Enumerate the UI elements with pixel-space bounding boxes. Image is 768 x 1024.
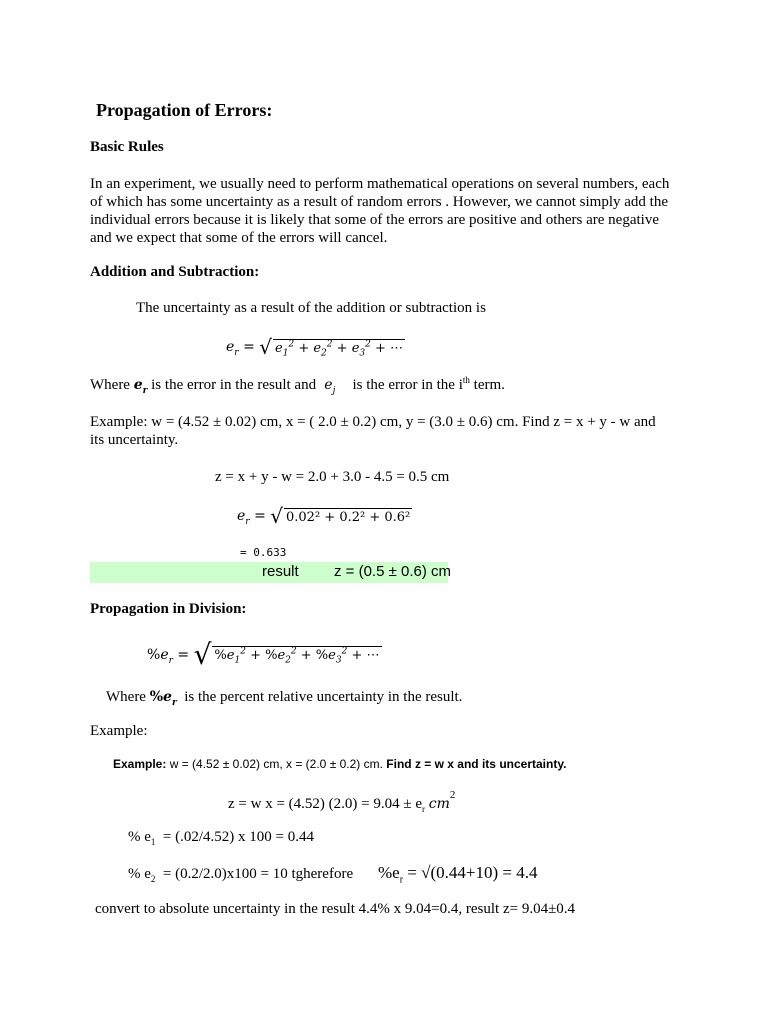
addition-example-line2: its uncertainty.	[90, 432, 179, 448]
division-example-line: Example: w = (4.52 ± 0.02) cm, x = (2.0 ± 0.2) cm. Find z = w x and its uncertainty.	[113, 757, 567, 771]
result-label: result	[262, 563, 299, 580]
addition-heading: Addition and Subtraction:	[90, 264, 260, 280]
division-formula: $\%e_r$ = √ $\%e_1^2 + \%e_2^2 + \%e_3^2$ + ⋯	[147, 638, 380, 671]
addition-where-line: Where $e_r$ is the error in the result and $e_j$ is the error in the $i^{th}$ term.	[90, 375, 505, 396]
addition-calculation: z = x + y - w = 2.0 + 3.0 - 4.5 = 0.5 cm	[215, 469, 450, 485]
result-value: z = (0.5 ± 0.6) cm	[334, 563, 452, 580]
addition-example-line1: Example: w = (4.52 ± 0.02) cm, x = ( 2.0 ± 0.2) cm, y = (3.0 ± 0.6) cm. Find z = x + y - w and	[90, 414, 656, 430]
addition-er-numeric: $e_r$ = √ 0.02² + 0.2² + 0.6²	[237, 504, 411, 528]
division-where-line: Where $\%e_r$ is the percent relative uncertainty in the result.	[106, 689, 463, 708]
page-title: Propagation of Errors:	[96, 100, 273, 120]
basic-rules-paragraph: In an experiment, we usually need to perform mathematical operations on several numbers, each of which has some uncertainty as a result of random errors . However, we cannot simply add the individual errors because it is likely that some of the errors are positive and others are negative and we expect that some of the errors will cancel.	[90, 176, 670, 246]
percent-e2-line: % $e_2 = (0.2/2.0)x100 = 10$ tgherefore	[128, 866, 354, 884]
division-example-label: Example:	[90, 723, 148, 739]
percent-er-line: $\%e_r = √(0.44+10) = 4.4$	[378, 863, 538, 886]
addition-intro: The uncertainty as a result of the addition or subtraction is	[136, 300, 486, 316]
division-heading: Propagation in Division:	[90, 601, 247, 617]
result-highlight	[90, 562, 452, 583]
addition-equals-value: = 0.633	[240, 546, 287, 559]
percent-e1-line: % $e_1 = (.02/4.52)$ x 100 = 0.44	[128, 829, 314, 847]
convert-line: convert to absolute uncertainty in the result 4.4% x 9.04=0.4, result z= 9.04±0.4	[95, 901, 576, 917]
division-calculation: z = w x = (4.52) $(2.0) = 9.04 \pm e_r$ $cm^2$	[228, 789, 456, 814]
addition-formula: $e_r$ = √ $e_1^2 + e_2^2 + e_3^2$ + ⋯	[226, 335, 404, 359]
basic-rules-heading: Basic Rules	[90, 139, 164, 155]
